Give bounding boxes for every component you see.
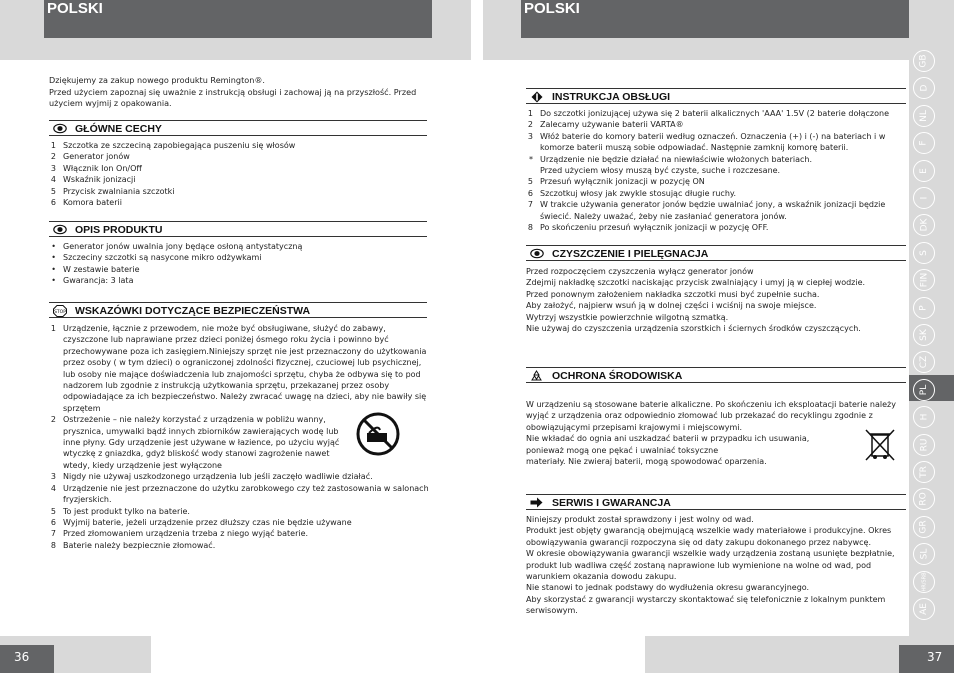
list-item: • Generator jonów uwalnia jony będące osłoną antystatyczną — [51, 242, 303, 251]
language-tab-label: E — [919, 167, 929, 174]
language-tab-label: I — [919, 196, 929, 200]
list-item: 7 W trakcie używania generator jonów będzie uwalniać jony, a wskaźnik jonizacji będzie świecić. Należy uważać, żeby nie zasłaniać generatora jonów. — [527, 200, 886, 221]
safety-title: WSKAZÓWKI DOTYCZĄCE BEZPIECZEŃSTWA — [75, 305, 311, 317]
no-bath-warning-icon — [356, 412, 400, 456]
list-item: 2 Generator jonów — [50, 152, 130, 162]
text-line: Wytrzyj wszystkie powierzchnie wilgotną szmatką. — [526, 312, 729, 322]
text-line: W okresie obowiązywania gwarancji wszelkie wady urządzenia zostaną usunięte bezpłatnie, produkt lub wadliwa część zostaną naprawione lub wymienione na wolne od wad, pod warunkiem okazania dowodu zakupu. — [526, 549, 895, 582]
list-item: 4 Urządzenie nie jest przeznaczone do użytku zarobkowego czy też zastosowania w salonach fryzjerskich. — [50, 483, 429, 505]
description-list — [49, 241, 419, 287]
text-line: Aby założyć, najpierw wsuń ją w dolnej części i wciśnij na swoje miejsce. — [526, 301, 817, 311]
language-tab-label: HR/SRB — [921, 572, 927, 592]
list-item: 1 Szczotka ze szczeciną zapobiegająca puszeniu się włosów — [50, 141, 296, 150]
features-heading — [49, 120, 427, 136]
right-header: POLSKI — [521, 0, 909, 38]
language-tab-i[interactable] — [913, 187, 935, 209]
text-line: Nie używaj do czyszczenia urządzenia szorstkich i ściernych środków czyszczących. — [526, 324, 861, 334]
text-line: Przed rozpoczęciem czyszczenia wyłącz generator jonów — [526, 267, 754, 276]
language-tab-ru[interactable] — [913, 434, 935, 456]
list-item: • Gwarancja: 3 lata — [51, 276, 134, 286]
pointer-icon — [530, 91, 543, 102]
language-tab-label: GB — [919, 54, 929, 68]
environment-title: OCHRONA ŚRODOWISKA — [552, 370, 683, 382]
left-header: POLSKI — [44, 0, 432, 38]
language-tab-label: FIN — [918, 272, 929, 288]
list-item: 8 Po skończeniu przesuń wyłącznik jonizacji w pozycję OFF. — [527, 223, 769, 233]
instructions-heading — [526, 88, 906, 104]
page-number-right: 37 — [899, 645, 954, 673]
warranty-title: SERWIS I GWARANCJA — [552, 497, 671, 509]
language-tab-label: RO — [919, 492, 929, 507]
text-line: W urządzeniu są stosowane baterie alkaliczne. Po skończeniu ich eksploatacji baterie należy wyjąć z urządzenia oraz odpowiednio złomować lub przekazać do recyklingu zgodnie z obowiązującymi przepisami krajowymi i miejscowymi. — [526, 400, 896, 432]
language-tab-label: D — [919, 84, 929, 92]
list-item: 5 To jest produkt tylko na baterie. — [50, 506, 190, 516]
list-item: • W zestawie baterie — [51, 264, 140, 274]
language-tab-nl[interactable] — [913, 105, 935, 127]
arrow-right-icon — [530, 497, 543, 508]
svg-text:STOP: STOP — [54, 310, 66, 315]
language-tab-label: CZ — [918, 356, 929, 369]
safety-heading — [49, 302, 427, 318]
description-heading — [49, 221, 427, 237]
text-line: Produkt jest objęty gwarancją obejmującą wszelkie wady materiałowe i produkcyjne. Okres obowiązywania gwarancji rozpoczyna się od daty zakupu dokonanego przez nabywcę. — [526, 526, 892, 547]
list-item: 4 Wskaźnik jonizacji — [50, 175, 136, 185]
text-line: Niniejszy produkt został sprawdzony i jest wolny od wad. — [526, 515, 754, 524]
list-item: 2 Ostrzeżenie – nie należy korzystać z urządzenia w pobliżu wanny, prysznica, umywalki bądź innych zbiorników zawierających wodę lub inne płyny. Gdy urządzenie jest używane w łazience, po użyciu wyjąć wtyczkę z gniazdka, gdyż bliskość wody stanowi zagrożenie nawet wtedy, kiedy urządzenie jest wyłączone — [50, 415, 340, 470]
eye-icon — [53, 123, 66, 134]
list-item: 7 Przed złomowaniem urządzenia trzeba z niego wyjąć baterie. — [50, 529, 309, 539]
language-tab-label: NL — [919, 109, 929, 122]
language-tab-gr[interactable] — [913, 516, 935, 538]
language-tab-label: P — [919, 304, 929, 311]
list-item: 3 Nigdy nie używaj uszkodzonego urządzenia lub jeśli zaczęło wadliwie działać. — [50, 472, 373, 482]
cleaning-heading — [526, 245, 906, 261]
list-item: Przed użyciem włosy muszą być czyste, suche i rozczesane. — [540, 166, 781, 176]
list-item: 2 Zalecamy używanie baterii VARTA® — [527, 120, 684, 130]
warranty-heading — [526, 494, 906, 510]
language-tab-label: H — [919, 413, 929, 421]
text-line: Przed ponownym założeniem nakładka szczotki musi być zupełnie sucha. — [526, 289, 820, 299]
language-tab-label: DK — [919, 218, 929, 232]
text-line: materiały. Nie zwieraj baterii, mogą spowodować oparzenia. — [526, 457, 767, 467]
stop-icon — [53, 305, 66, 316]
language-tab-pl[interactable] — [913, 379, 935, 401]
language-tab-label: AE — [919, 603, 929, 615]
language-tab-gb[interactable] — [913, 50, 935, 72]
text-line: Aby skorzystać z gwarancji wystarczy skontaktować się telefonicznie z lokalnym punktem serwisowym. — [526, 594, 886, 616]
recycle-icon — [530, 370, 543, 381]
list-item: * Urządzenie nie będzie działać na niewłaściwie włożonych bateriach. — [529, 154, 812, 164]
description-title: OPIS PRODUKTU — [75, 224, 163, 236]
list-item: 3 Włóż baterie do komory baterii według oznaczeń. Oznaczenia (+) i (-) na bateriach i w komorze baterii muszą sobie odpowiadać. Następnie zamknij komorę baterii. — [527, 131, 886, 153]
environment-heading — [526, 367, 906, 383]
intro-line-1: Dziękujemy za zakup nowego produktu Remington®. — [49, 75, 265, 85]
list-item: 8 Baterie należy bezpiecznie złomować. — [50, 540, 216, 550]
list-item: 5 Przycisk zwalniania szczotki — [50, 186, 175, 196]
list-item: • Szczeciny szczotki są nasycone mikro odżywkami — [51, 253, 262, 263]
list-item: 1 Do szczotki jonizującej używa się 2 baterii alkalicznych 'AAA' 1.5V (2 baterie dołączone — [527, 109, 890, 118]
text-line: Zdejmij nakładkę szczotki naciskając przycisk zwalniający i umyj ją w ciepłej wodzie. — [526, 278, 866, 288]
text-line: Nie stanowi to jednak podstawy do wydłużenia okresu gwarancyjnego. — [526, 583, 810, 593]
list-item: 5 Przesuń wyłącznik jonizacji w pozycję ON — [527, 177, 705, 187]
environment-text — [526, 399, 906, 467]
language-tab-label: SK — [919, 329, 929, 341]
language-tab-label: F — [919, 140, 929, 146]
language-tab-ae[interactable] — [913, 598, 935, 620]
language-tab-tr[interactable] — [913, 461, 935, 483]
language-tab-p[interactable] — [913, 297, 935, 319]
language-tab-hr-srb[interactable] — [913, 571, 935, 593]
language-tab-label: RU — [919, 438, 929, 452]
cleaning-text — [526, 266, 906, 334]
features-list — [49, 140, 419, 208]
list-item: 1 Urządzenie, łącznie z przewodem, nie może być obsługiwane, służyć do zabawy, czyszczone lub naprawiane przez dzieci poniżej ósmego roku życia i powinno być przechowywane poza ich zasięgiem.Niniejszy sprzęt nie jest przeznaczony do użytkowania przez osoby ( w tym dzieci) o ograniczonej zdolności fizycznej, czuciowej lub psychicznej, lub osoby nie mające doświadczenia lub znajomości sprzętu, chyba że odbywa się to pod nadzorem lub zgodnie z instrukcją użytkowania sprzętu, przekazanej przez osoby odpowiadające za ich bezpieczeństwo. Należy zwracać uwagę na dzieci, aby nie bawiły się sprzętem — [50, 324, 427, 413]
language-tab-label: TR — [918, 466, 929, 478]
cleaning-title: CZYSZCZENIE I PIELĘGNACJA — [552, 248, 709, 260]
language-tab-label: S — [919, 249, 929, 256]
intro-line-2: Przed użyciem zapoznaj się uważnie z instrukcją obsługi i zachowaj ją na przyszłość. Przed użyciem wyjmij z opakowania. — [49, 86, 417, 108]
language-tab-s[interactable] — [913, 242, 935, 264]
page-number-left: 36 — [0, 645, 54, 673]
list-item: 6 Szczotkuj włosy jak zwykle stosując długie ruchy. — [527, 188, 737, 198]
language-tab-e[interactable] — [913, 160, 935, 182]
crossed-bin-icon — [862, 426, 898, 462]
instructions-list — [526, 108, 906, 233]
intro-text — [49, 75, 429, 110]
text-line: Nie wkładać do ognia ani uszkadzać baterii w przypadku ich usuwania, ponieważ mogą one pękać i uwalniać toksyczne — [526, 434, 810, 455]
list-item: 6 Komora baterii — [50, 198, 122, 208]
warranty-text — [526, 514, 906, 617]
list-item: 6 Wyjmij baterie, jeżeli urządzenie przez dłuższy czas nie będzie używane — [50, 517, 352, 527]
features-title: GŁÓWNE CECHY — [75, 123, 162, 135]
language-tab-label: SL — [918, 548, 929, 560]
language-tab-label: PL — [918, 384, 929, 396]
language-tab-label: GR — [918, 520, 929, 534]
language-tab-sk[interactable] — [913, 324, 935, 346]
eye-icon — [53, 224, 66, 235]
instructions-title: INSTRUKCJA OBSŁUGI — [552, 91, 671, 103]
list-item: 3 Włącznik Ion On/Off — [50, 163, 142, 173]
eye-icon — [530, 248, 543, 259]
